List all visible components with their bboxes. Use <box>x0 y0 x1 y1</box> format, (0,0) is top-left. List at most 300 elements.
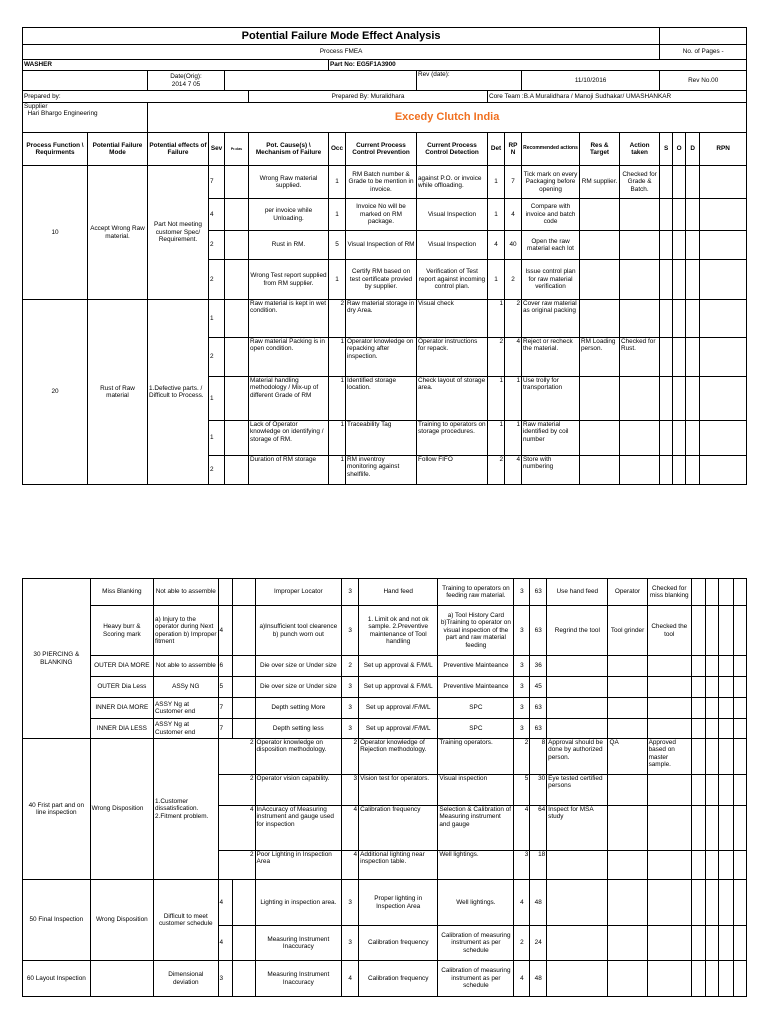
sev-cell: 1 <box>209 421 225 456</box>
res-cell <box>580 260 620 300</box>
det-cell: 2 <box>514 926 530 961</box>
recommended-cell: Eye tested certified persons <box>547 775 608 806</box>
supplier-name: Hari Bhargo Engineering <box>27 110 98 118</box>
s-cell <box>691 775 705 806</box>
prevention-cell: Operator knowledge on repacking after inspection. <box>346 338 417 377</box>
table-row <box>23 656 747 677</box>
prevention-cell: Calibration frequency <box>359 926 438 961</box>
rpn-cell: 2 <box>505 300 522 338</box>
res-cell <box>608 926 647 961</box>
sev-cell: 4 <box>218 880 233 926</box>
d-cell <box>686 260 700 300</box>
d-cell <box>719 961 734 997</box>
res-cell <box>580 421 620 456</box>
res-cell <box>608 851 647 880</box>
col-det: Det <box>488 133 505 166</box>
detection-cell: Selection & Calibration of Measuring instrument and gauge <box>438 806 514 851</box>
op10-failure-mode: Accept Wrong Raw material. <box>88 166 148 300</box>
sev-cell: 2 <box>218 851 255 880</box>
cause-cell: Lack of Operator knowledge on identifying / storage of RM. <box>249 421 329 456</box>
op20-step: 20 <box>23 300 88 485</box>
occ-cell: 3 <box>342 880 359 926</box>
op60-failure-mode <box>90 961 153 997</box>
sev-cell: 2 <box>218 739 255 775</box>
action-cell <box>647 851 691 880</box>
detection-cell: Training operators. <box>438 739 514 775</box>
det-cell: 2 <box>514 739 530 775</box>
o-cell <box>673 421 686 456</box>
detection-cell: Operator instructions for repack. <box>417 338 488 377</box>
rpn2-cell <box>700 231 747 260</box>
occ-cell: 3 <box>342 719 359 739</box>
o-cell <box>673 260 686 300</box>
prevention-cell: Proper lighting in Inspection Area <box>359 880 438 926</box>
rpn-cell: 4 <box>505 199 522 231</box>
rev-date-label: Rev (date): <box>417 71 522 91</box>
cause-cell: per invoice while Unloading. <box>249 199 329 231</box>
s-cell <box>691 926 705 961</box>
d-cell <box>686 231 700 260</box>
res-cell <box>608 806 647 851</box>
cause-cell: Material handling methodology / Mix-up of different Grade of RM <box>249 377 329 421</box>
col-action-taken: Action taken <box>620 133 660 166</box>
class-cell <box>225 421 249 456</box>
res-cell <box>608 775 647 806</box>
cause-cell: Depth setting More <box>255 698 342 719</box>
d-cell <box>719 656 734 677</box>
class-cell <box>225 377 249 421</box>
res-cell <box>608 880 647 926</box>
table-row <box>23 739 747 775</box>
s-cell <box>691 579 705 606</box>
table-row <box>23 606 747 656</box>
d-cell <box>719 851 734 880</box>
res-cell: QA <box>608 739 647 775</box>
o-cell <box>705 806 719 851</box>
d-cell <box>686 377 700 421</box>
effect-cell: ASSY Ng at Customer end <box>154 719 218 739</box>
s-cell <box>691 739 705 775</box>
res-cell <box>608 961 647 997</box>
sev-cell: 2 <box>209 338 225 377</box>
action-cell <box>647 926 691 961</box>
action-cell <box>620 456 660 485</box>
res-cell <box>580 300 620 338</box>
sev-cell: 5 <box>218 677 233 698</box>
prevention-cell: Traceability Tag <box>346 421 417 456</box>
class-cell <box>233 606 255 656</box>
action-cell <box>620 421 660 456</box>
rev-number: Rev No.00 <box>660 71 747 91</box>
s-cell <box>691 719 705 739</box>
cause-cell: InAccuracy of Measuring instrument and gauge used for inspection <box>255 806 342 851</box>
detection-cell: Training to operators on feeding raw material. <box>438 579 514 606</box>
d-cell <box>719 880 734 926</box>
prevention-cell: Invoice No will be marked on RM package. <box>346 199 417 231</box>
prevention-cell: 1. Limit ok and not ok sample. 2.Preventive maintenance of Tool handling <box>359 606 438 656</box>
cause-cell: Wrong Raw material supplied. <box>249 166 329 199</box>
effect-cell: ASSy NG <box>154 677 218 698</box>
rpn-cell: 8 <box>530 739 547 775</box>
col-d: D <box>686 133 700 166</box>
det-cell: 4 <box>514 806 530 851</box>
rev-date-value: 11/10/2016 <box>522 71 660 91</box>
recommended-cell: Compare with invoice and batch code <box>522 199 580 231</box>
d-cell <box>719 677 734 698</box>
o-cell <box>705 880 719 926</box>
class-cell <box>225 338 249 377</box>
detection-cell: Training to operators on storage procedures. <box>417 421 488 456</box>
prevention-cell: Set up approval & F/M/L <box>359 656 438 677</box>
rpn-cell: 4 <box>505 338 522 377</box>
date-orig-value: 2014 7 05 <box>171 80 201 88</box>
cause-cell: Operator knowledge on disposition methodology. <box>255 739 342 775</box>
o-cell <box>673 456 686 485</box>
detection-cell: a) Tool History Card b)Training to operator on visual inspection of the part and raw material feeding <box>438 606 514 656</box>
table-row <box>23 698 747 719</box>
table-row <box>23 579 747 606</box>
res-cell: RM supplier. <box>580 166 620 199</box>
cause-cell: Depth setting less <box>255 719 342 739</box>
table-row <box>23 880 747 926</box>
sev-cell: 2 <box>209 260 225 300</box>
op60-step: 60 Layout Inspection <box>23 961 91 997</box>
occ-cell: 5 <box>329 231 346 260</box>
o-cell <box>705 677 719 698</box>
table-row <box>23 300 747 338</box>
sev-cell: 7 <box>218 719 233 739</box>
s-cell <box>660 338 673 377</box>
res-cell <box>608 698 647 719</box>
prevention-cell: Set up approval & F/M/L <box>359 677 438 698</box>
sev-cell <box>218 579 233 606</box>
prevention-cell: Additional lighting near inspection table. <box>359 851 438 880</box>
s-cell <box>660 377 673 421</box>
occ-cell: 3 <box>342 677 359 698</box>
det-cell: 2 <box>488 456 505 485</box>
occ-cell: 2 <box>342 739 359 775</box>
rpn2-cell <box>734 880 747 926</box>
col-detection: Current Process Control Detection <box>417 133 488 166</box>
class-cell <box>225 300 249 338</box>
recommended-cell: Regrind the tool <box>547 606 608 656</box>
sev-cell: 7 <box>209 166 225 199</box>
op50-step: 50 Final Inspection <box>23 880 91 961</box>
det-cell: 3 <box>514 606 530 656</box>
occ-cell: 1 <box>329 199 346 231</box>
company-name: Excedy Clutch India <box>148 103 747 133</box>
res-cell: RM Loading person. <box>580 338 620 377</box>
class-cell <box>233 926 255 961</box>
recommended-cell <box>547 961 608 997</box>
action-cell <box>647 880 691 926</box>
detection-cell: against P.O. or invoice while offloading. <box>417 166 488 199</box>
detection-cell: Verification of Test report against incoming control plan. <box>417 260 488 300</box>
prevention-cell: Vision test for operators. <box>359 775 438 806</box>
cause-cell: Measuring Instrument Inaccuracy <box>255 961 342 997</box>
recommended-cell: Reject or recheck the material. <box>522 338 580 377</box>
sev-cell: 3 <box>218 961 233 997</box>
cause-cell: Wrong Test report supplied from RM supplier. <box>249 260 329 300</box>
sev-cell: 7 <box>218 698 233 719</box>
s-cell <box>660 456 673 485</box>
cause-cell: Raw material Packing is in open condition. <box>249 338 329 377</box>
occ-cell: 4 <box>342 851 359 880</box>
col-recommended: Recommended actions <box>522 133 580 166</box>
rpn-cell: 4 <box>505 456 522 485</box>
effect-cell: Not able to assemble <box>154 579 218 606</box>
action-cell: Approved based on master sample. <box>647 739 691 775</box>
col-cause: Pot. Cause(s) \ Mechanism of Failure <box>249 133 329 166</box>
rpn2-cell <box>734 719 747 739</box>
sev-cell: 4 <box>218 926 233 961</box>
occ-cell: 3 <box>342 775 359 806</box>
s-cell <box>691 851 705 880</box>
res-cell <box>580 231 620 260</box>
op50-effect: Difficult to meet customer schedule <box>154 880 218 961</box>
det-cell: 4 <box>488 231 505 260</box>
occ-cell: 1 <box>329 166 346 199</box>
d-cell <box>719 775 734 806</box>
sev-cell: 1 <box>209 300 225 338</box>
rpn2-cell <box>700 456 747 485</box>
recommended-cell: Use trolly for transportation <box>522 377 580 421</box>
occ-cell: 1 <box>329 338 346 377</box>
table-row <box>23 719 747 739</box>
rpn2-cell <box>700 421 747 456</box>
d-cell <box>719 606 734 656</box>
s-cell <box>691 606 705 656</box>
failure-mode-cell: INNER DIA LESS <box>90 719 153 739</box>
cause-cell: Die over size or Under size <box>255 677 342 698</box>
class-cell <box>225 166 249 199</box>
op40-effect: 1.Customer dissatisfication. 2.Fitment problem. <box>154 739 218 880</box>
recommended-cell: Cover raw material as original packing <box>522 300 580 338</box>
o-cell <box>673 300 686 338</box>
rpn2-cell <box>700 300 747 338</box>
rpn-cell: 63 <box>530 719 547 739</box>
action-cell <box>620 377 660 421</box>
s-cell <box>660 199 673 231</box>
det-cell: 3 <box>514 851 530 880</box>
occ-cell: 3 <box>342 579 359 606</box>
rpn-cell: 1 <box>505 421 522 456</box>
res-cell: Operator <box>608 579 647 606</box>
no-of-pages: No. of Pages - <box>660 45 747 60</box>
blank-cell <box>225 71 417 91</box>
cause-cell: Raw material is kept in wet condition. <box>249 300 329 338</box>
rpn-cell: 63 <box>530 698 547 719</box>
sev-cell: 4 <box>218 606 233 656</box>
prevention-cell: Identified storage location. <box>346 377 417 421</box>
occ-cell: 4 <box>342 806 359 851</box>
detection-cell: Well lightings. <box>438 880 514 926</box>
res-cell: Tool grinder <box>608 606 647 656</box>
op20-failure-mode: Rust of Raw material <box>88 300 148 485</box>
det-cell: 3 <box>514 698 530 719</box>
detection-cell: SPC <box>438 698 514 719</box>
supplier-label: Supplier <box>24 103 48 110</box>
d-cell <box>719 926 734 961</box>
s-cell <box>660 300 673 338</box>
failure-mode-cell: OUTER Dia Less <box>90 677 153 698</box>
det-cell: 1 <box>488 260 505 300</box>
rpn2-cell <box>700 166 747 199</box>
prevention-cell: Calibration frequency <box>359 806 438 851</box>
action-cell <box>620 260 660 300</box>
d-cell <box>686 300 700 338</box>
o-cell <box>705 926 719 961</box>
recommended-cell: Tick mark on every Packaging before opening <box>522 166 580 199</box>
detection-cell: Preventive Mainteance <box>438 656 514 677</box>
rpn2-cell <box>700 199 747 231</box>
res-cell <box>580 199 620 231</box>
res-cell <box>608 656 647 677</box>
o-cell <box>673 231 686 260</box>
prevention-cell: RM Batch number & Grade to be mention in invoice. <box>346 166 417 199</box>
col-res-target: Res & Target <box>580 133 620 166</box>
detection-cell: SPC <box>438 719 514 739</box>
prevention-cell: Raw material storage in dry Area. <box>346 300 417 338</box>
cause-cell: Measuring Instrument Inaccuracy <box>255 926 342 961</box>
o-cell <box>705 851 719 880</box>
occ-cell: 3 <box>342 698 359 719</box>
s-cell <box>691 656 705 677</box>
op10-step: 10 <box>23 166 88 300</box>
blank-cell <box>23 71 148 91</box>
action-cell <box>647 961 691 997</box>
rpn-cell: 45 <box>530 677 547 698</box>
detection-cell: Follow FIFO <box>417 456 488 485</box>
det-cell: 2 <box>488 338 505 377</box>
cause-cell: Poor Lighting in Inspection Area <box>255 851 342 880</box>
cause-cell: Operator vision capability. <box>255 775 342 806</box>
det-cell: 1 <box>488 377 505 421</box>
s-cell <box>660 231 673 260</box>
d-cell <box>686 166 700 199</box>
rpn-cell: 40 <box>505 231 522 260</box>
op20-effect: 1.Defective parts. / Difficult to Process. <box>148 300 209 485</box>
rpn-cell: 7 <box>505 166 522 199</box>
rpn-cell: 30 <box>530 775 547 806</box>
action-cell <box>647 698 691 719</box>
cause-cell: Improper Locator <box>255 579 342 606</box>
s-cell <box>691 806 705 851</box>
prepared-by-label: Prepared by: <box>23 91 249 103</box>
o-cell <box>673 377 686 421</box>
d-cell <box>719 698 734 719</box>
rpn2-cell <box>734 656 747 677</box>
recommended-cell: Approval should be done by authorized person. <box>547 739 608 775</box>
prevention-cell: Set up approval /F/M/L <box>359 698 438 719</box>
rpn2-cell <box>700 338 747 377</box>
rpn-cell: 63 <box>530 579 547 606</box>
det-cell: 5 <box>514 775 530 806</box>
d-cell <box>719 739 734 775</box>
o-cell <box>673 166 686 199</box>
rpn2-cell <box>700 377 747 421</box>
det-cell: 3 <box>514 656 530 677</box>
class-cell <box>233 880 255 926</box>
d-cell <box>686 456 700 485</box>
d-cell <box>719 579 734 606</box>
sev-cell: 4 <box>209 199 225 231</box>
recommended-cell <box>547 719 608 739</box>
cause-cell: Lighting in inspection area. <box>255 880 342 926</box>
detection-cell: Well lightings. <box>438 851 514 880</box>
failure-mode-cell: OUTER DIA MORE <box>90 656 153 677</box>
s-cell <box>660 166 673 199</box>
occ-cell: 3 <box>342 926 359 961</box>
d-cell <box>719 806 734 851</box>
action-cell <box>620 300 660 338</box>
op40-step: 40 Frist part and on line inspection <box>23 739 91 880</box>
detection-cell: Preventive Mainteance <box>438 677 514 698</box>
prevention-cell: Visual Inspection of RM <box>346 231 417 260</box>
detection-cell: Visual Inspection <box>417 199 488 231</box>
rpn-cell: 48 <box>530 880 547 926</box>
col-sev: Sev <box>209 133 225 166</box>
recommended-cell: Issue control plan for raw material verification <box>522 260 580 300</box>
fmea-table-page-1 <box>22 27 747 485</box>
action-cell: Checked for miss blanking <box>647 579 691 606</box>
table-row <box>23 961 747 997</box>
effect-cell: a) Injury to the operator during Next operation b) Improper fitment <box>154 606 218 656</box>
recommended-cell <box>547 926 608 961</box>
supplier <box>23 103 148 133</box>
det-cell: 3 <box>514 677 530 698</box>
d-cell <box>719 719 734 739</box>
o-cell <box>673 338 686 377</box>
rpn2-cell <box>734 677 747 698</box>
part-name: WASHER <box>23 60 329 71</box>
det-cell: 4 <box>514 961 530 997</box>
det-cell: 4 <box>514 880 530 926</box>
sev-cell: 2 <box>218 775 255 806</box>
rpn2-cell <box>734 775 747 806</box>
res-cell <box>580 377 620 421</box>
op40-failure-mode: Wrong Disposition <box>90 739 153 880</box>
s-cell <box>691 880 705 926</box>
o-cell <box>673 199 686 231</box>
detection-cell: Visual inspection <box>438 775 514 806</box>
o-cell <box>705 739 719 775</box>
rpn2-cell <box>734 579 747 606</box>
class-cell <box>233 698 255 719</box>
occ-cell: 1 <box>329 377 346 421</box>
date-orig-label: Date(Orig): <box>170 73 202 81</box>
effect-cell: Not able to assemble <box>154 656 218 677</box>
date-orig <box>148 71 225 91</box>
prepared-by: Prepared By: Muralidhara <box>249 91 488 103</box>
occ-cell: 3 <box>342 606 359 656</box>
d-cell <box>686 338 700 377</box>
occ-cell: 1 <box>329 421 346 456</box>
col-failure-mode: Potential Failure Mode <box>88 133 148 166</box>
effect-cell: ASSY Ng at Customer end <box>154 698 218 719</box>
op50-failure-mode: Wrong Disposition <box>90 880 153 961</box>
occ-cell: 2 <box>329 300 346 338</box>
op60-effect: Dimensional deviation <box>154 961 218 997</box>
part-number: Part No: EG5F1A3900 <box>329 60 747 71</box>
rpn2-cell <box>734 606 747 656</box>
rpn-cell: 36 <box>530 656 547 677</box>
detection-cell: Check layout of storage area. <box>417 377 488 421</box>
action-cell <box>647 677 691 698</box>
action-cell <box>647 719 691 739</box>
recommended-cell: Inspect for MSA study <box>547 806 608 851</box>
column-header-row <box>23 133 747 166</box>
